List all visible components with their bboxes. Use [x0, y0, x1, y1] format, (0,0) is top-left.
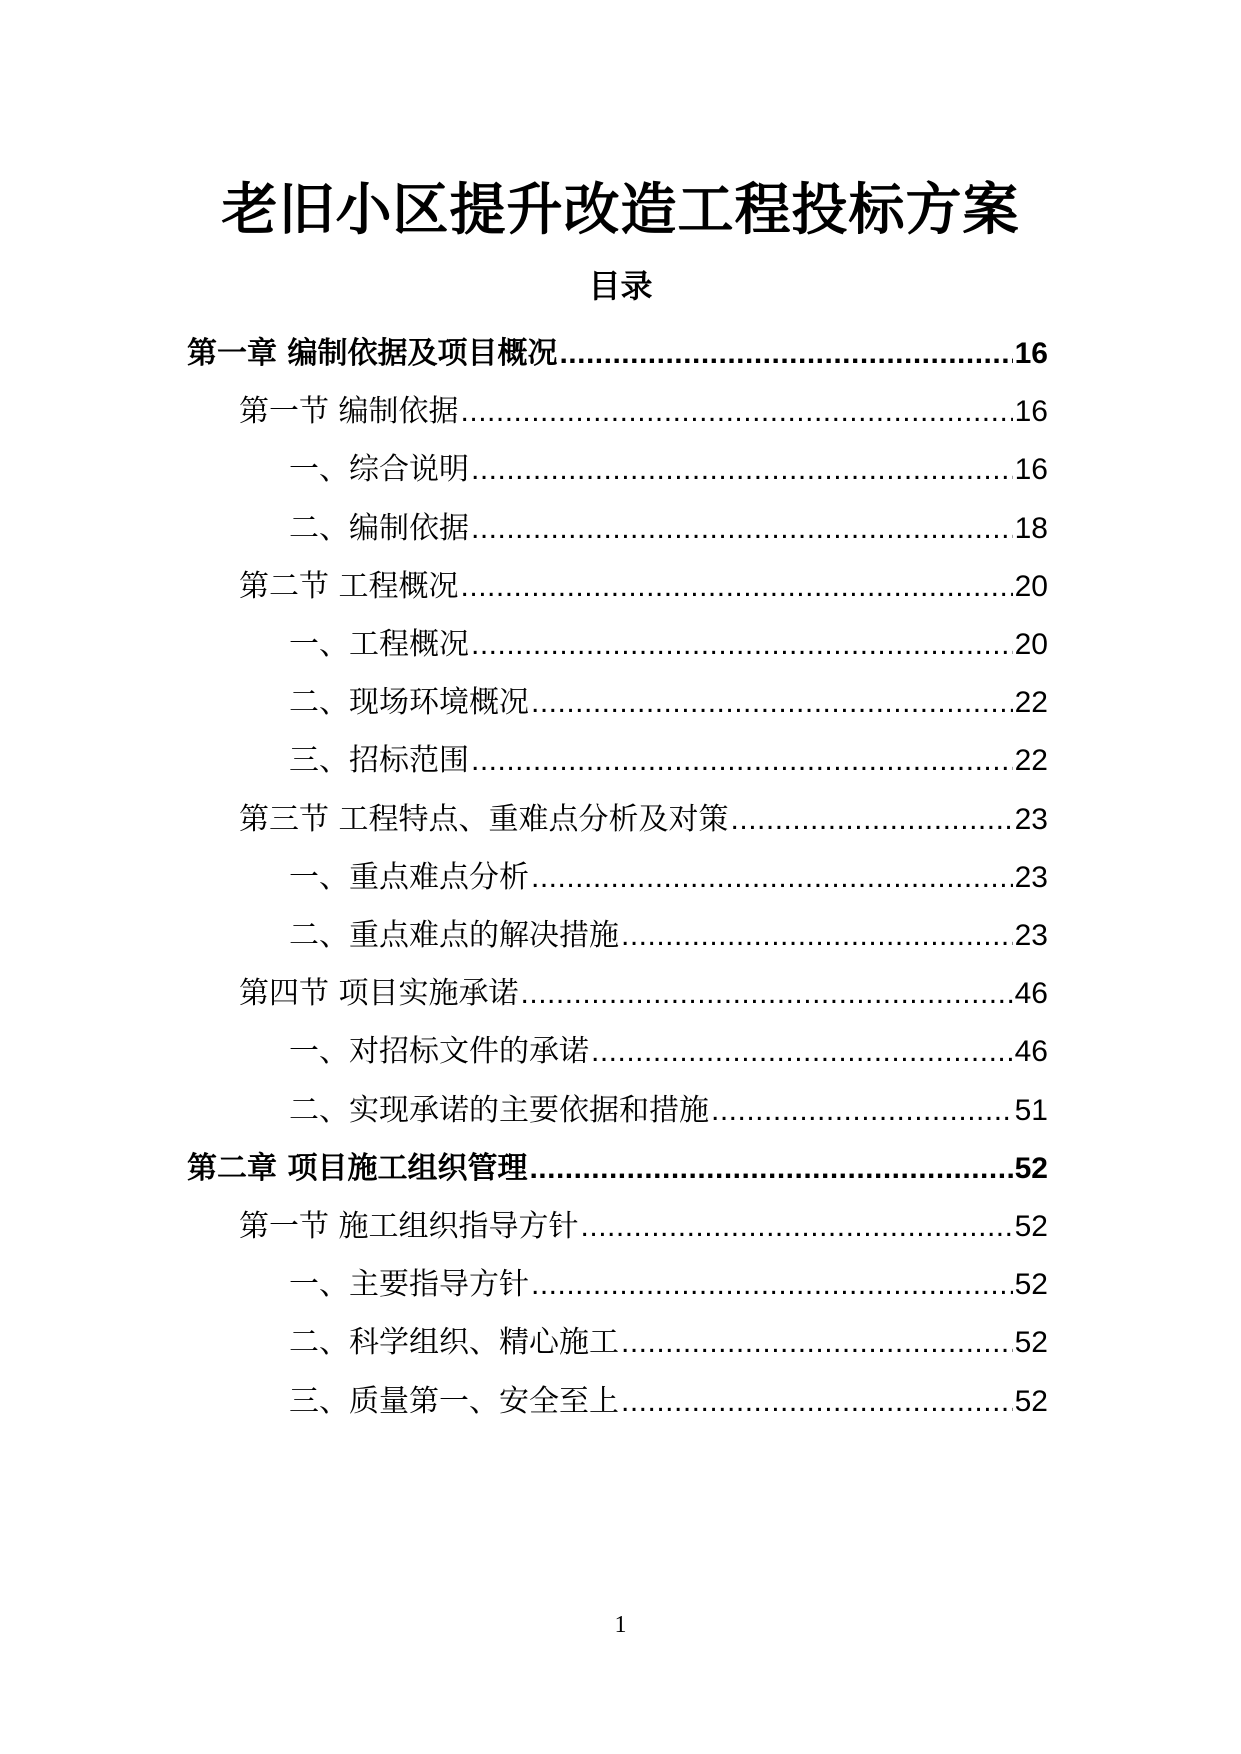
toc-entry-label: 二、编制依据 [289, 510, 469, 546]
toc-entry-page: 22 [1014, 686, 1048, 720]
toc-entry[interactable] [289, 737, 1048, 785]
toc-entry-label: 第四节 项目实施承诺 [239, 976, 519, 1012]
toc-entry[interactable] [289, 1028, 1048, 1076]
toc-entry[interactable] [187, 1145, 1048, 1193]
toc-entry-label: 三、质量第一、安全至上 [289, 1383, 619, 1419]
toc-leader-dots [531, 854, 1013, 902]
toc-leader-dots [531, 679, 1013, 727]
toc-entry-label: 二、重点难点的解决措施 [289, 918, 619, 953]
toc-leader-dots [461, 563, 1013, 611]
toc-leader-dots [471, 737, 1013, 785]
toc-entry[interactable] [289, 621, 1048, 669]
toc-leader-dots [731, 796, 1013, 844]
document-title: 老旧小区提升改造工程投标方案 [221, 178, 1020, 243]
toc-entry-page: 52 [1014, 1151, 1048, 1185]
toc-leader-dots [621, 912, 1013, 960]
toc-leader-dots [529, 1145, 1012, 1193]
toc-entry-label: 第一节 编制依据 [239, 394, 459, 430]
toc-entry[interactable] [239, 1203, 1048, 1251]
toc-entry-label: 二、实现承诺的主要依据和措施 [289, 1092, 709, 1128]
toc-leader-dots [531, 1261, 1013, 1309]
toc-entry-page: 46 [1014, 1035, 1048, 1069]
toc-entry-label: 第一节 施工组织指导方针 [239, 1209, 579, 1244]
toc-entry-label: 二、现场环境概况 [289, 685, 529, 721]
toc-leader-dots [621, 1319, 1013, 1367]
toc-entry-page: 16 [1014, 453, 1048, 487]
toc-entry-page: 18 [1014, 511, 1048, 545]
toc-leader-dots [471, 621, 1013, 669]
toc-entry[interactable] [289, 912, 1048, 960]
toc-entry-label: 一、对招标文件的承诺 [289, 1034, 589, 1070]
toc-leader-dots [471, 446, 1013, 494]
toc-entry-page: 16 [1014, 337, 1048, 370]
toc-entry-page: 52 [1014, 1268, 1048, 1302]
toc-entry-page: 20 [1014, 569, 1048, 603]
toc-entry[interactable] [289, 1378, 1048, 1426]
toc-entry[interactable] [289, 1319, 1048, 1367]
toc-entry-page: 52 [1014, 1384, 1048, 1418]
toc-heading: 目录 [588, 267, 653, 305]
page-number: 1 [614, 1612, 627, 1638]
toc-entry-page: 23 [1014, 860, 1048, 894]
toc-entry-page: 52 [1014, 1326, 1048, 1360]
toc-entry-label: 一、综合说明 [289, 452, 469, 488]
toc-entry[interactable] [239, 796, 1048, 844]
toc-entry[interactable] [289, 1087, 1048, 1135]
toc-leader-dots [461, 388, 1013, 436]
toc-entry[interactable] [289, 1261, 1048, 1309]
toc-entry[interactable] [289, 679, 1048, 727]
toc-entry[interactable] [239, 970, 1048, 1018]
toc-leader-dots [471, 505, 1013, 553]
toc-leader-dots [621, 1378, 1013, 1426]
toc-entry-page: 16 [1014, 395, 1048, 429]
toc-entry-label: 第三节 工程特点、重难点分析及对策 [239, 801, 729, 837]
toc-leader-dots [521, 970, 1013, 1018]
toc-entry-label: 一、重点难点分析 [289, 859, 529, 895]
toc-entry-page: 51 [1014, 1093, 1048, 1127]
toc-entry-page: 52 [1014, 1210, 1048, 1243]
toc-entry-label: 一、主要指导方针 [289, 1267, 529, 1303]
toc-entry[interactable] [289, 446, 1048, 494]
toc-entry[interactable] [187, 330, 1048, 378]
toc-leader-dots [591, 1028, 1013, 1076]
toc-entry-page: 23 [1014, 802, 1048, 836]
toc-leader-dots [711, 1087, 1013, 1135]
toc-entry-label: 第二章 项目施工组织管理 [187, 1150, 528, 1186]
toc-entry-label: 第一章 编制依据及项目概况 [187, 336, 558, 371]
toc-entry-label: 一、工程概况 [289, 627, 469, 662]
toc-entry-page: 46 [1014, 977, 1048, 1011]
toc-entry-label: 第二节 工程概况 [239, 568, 459, 604]
toc-entry-page: 20 [1014, 628, 1048, 661]
toc-leader-dots [581, 1203, 1013, 1251]
toc-entry-label: 二、科学组织、精心施工 [289, 1325, 619, 1361]
toc-entry[interactable] [289, 854, 1048, 902]
toc-entry[interactable] [289, 505, 1048, 553]
toc-leader-dots [559, 330, 1012, 378]
toc-entry-page: 23 [1014, 919, 1048, 952]
toc-entry[interactable] [239, 563, 1048, 611]
toc-entry[interactable] [239, 388, 1048, 436]
toc-entry-label: 三、招标范围 [289, 743, 469, 779]
toc-entry-page: 22 [1014, 744, 1048, 778]
